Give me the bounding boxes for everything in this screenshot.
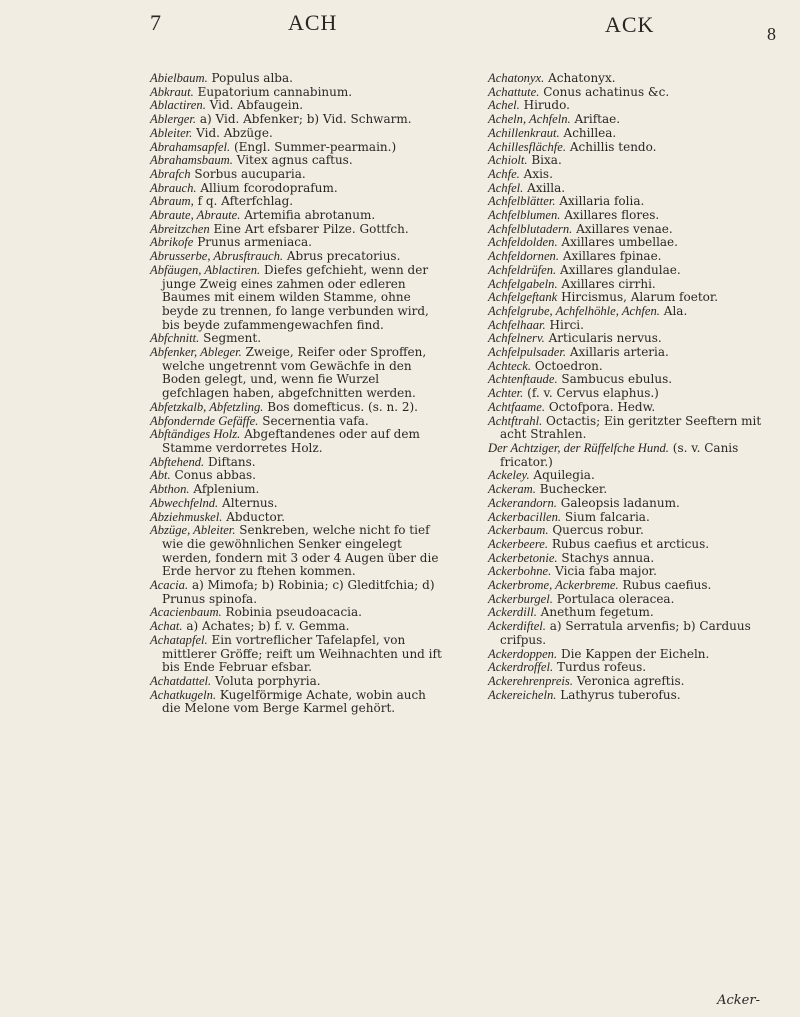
entry-headword: Ackerbrome, Ackerbreme. — [488, 578, 619, 593]
entry-headword: Achteck. — [488, 358, 531, 373]
dictionary-entry — [150, 675, 447, 689]
dictionary-entry — [150, 483, 447, 497]
entry-definition: Vid. Abfaugein. — [209, 98, 304, 113]
entry-definition: Axilla. — [527, 180, 566, 195]
entry-definition: Quercus robur. — [552, 523, 644, 538]
entry-headword: Achillesflächfe. — [488, 139, 566, 154]
entry-definition: Anethum fegetum. — [540, 605, 654, 620]
dictionary-entry — [488, 538, 778, 552]
dictionary-entry — [150, 195, 447, 209]
entry-definition: Axillaris arteria. — [569, 345, 669, 360]
entry-headword: Achiolt. — [488, 153, 528, 168]
entry-headword: Acacienbaum. — [150, 605, 222, 620]
dictionary-entry — [488, 209, 778, 223]
dictionary-entry — [488, 72, 778, 86]
dictionary-entry — [150, 401, 447, 415]
entry-headword: Achat. — [150, 619, 183, 634]
entry-headword: Abreitzchen — [150, 221, 210, 236]
entry-headword: Achel. — [488, 98, 520, 113]
entry-definition: Galeopsis ladanum. — [560, 495, 680, 510]
dictionary-entry — [488, 168, 778, 182]
entry-headword: Achattute. — [488, 84, 540, 99]
dictionary-entry — [150, 72, 447, 86]
entry-headword: Achfelpulsader. — [488, 345, 566, 360]
entry-definition: (s. v. Canis fricator.) — [500, 440, 739, 469]
entry-headword: Achatapfel. — [150, 632, 208, 647]
dictionary-entry — [150, 428, 447, 455]
entry-definition: Kugelförmige Achate, wobin auch die Melone vom Berge Karmel gehört. — [162, 687, 426, 716]
entry-headword: Ackerdoppen. — [488, 646, 558, 661]
dictionary-entry — [488, 442, 778, 469]
entry-definition: Lathyrus tuberofus. — [560, 687, 681, 702]
dictionary-entry — [488, 552, 778, 566]
dictionary-entry — [150, 332, 447, 346]
entry-headword: Ackerdroffel. — [488, 660, 554, 675]
dictionary-entry — [488, 195, 778, 209]
entry-definition: Ala. — [663, 303, 688, 318]
entry-headword: Abfetzkalb, Abfetzling. — [150, 399, 264, 414]
entry-headword: Achfe. — [488, 166, 520, 181]
entry-definition: Bos domefticus. (s. n. 2). — [267, 399, 418, 414]
entry-definition: Rubus caefius. — [622, 578, 712, 593]
entry-definition: Axillares venae. — [576, 221, 673, 236]
entry-definition: Vicia faba major. — [555, 564, 657, 579]
entry-definition: Robinia pseudoacacia. — [225, 605, 362, 620]
entry-headword: Abraute, Abraute. — [150, 208, 241, 223]
entry-headword: Der Achtziger, der Rüffelfche Hund. — [488, 440, 669, 455]
dictionary-entry — [488, 236, 778, 250]
entry-definition: Ein vortreflicher Tafelapfel, von mittlerer Gröffe; reift um Weihnachten und ift bis Ende Februar efsbar. — [162, 632, 442, 675]
dictionary-entry — [488, 387, 778, 401]
dictionary-entry — [488, 346, 778, 360]
entry-definition: Veronica agreftis. — [576, 673, 685, 688]
entry-headword: Ackerbeere. — [488, 536, 549, 551]
entry-headword: Ackerbetonie. — [488, 550, 558, 565]
entry-definition: Conus abbas. — [174, 468, 256, 483]
page-header — [0, 10, 800, 50]
entry-headword: Abfenker, Ableger. — [150, 345, 242, 360]
entry-headword: Achfelblumen. — [488, 208, 561, 223]
entry-definition: Axillares umbellae. — [561, 235, 678, 250]
dictionary-entry — [488, 127, 778, 141]
entry-headword: Ablerger. — [150, 112, 197, 127]
entry-definition: Vid. Abzüge. — [196, 125, 273, 140]
entry-headword: Ackerbaum. — [488, 523, 549, 538]
dictionary-entry — [150, 141, 447, 155]
entry-headword: Ackerburgel. — [488, 591, 553, 606]
entry-definition: Buchecker. — [539, 482, 608, 497]
dictionary-entry — [488, 675, 778, 689]
dictionary-entry — [488, 524, 778, 538]
dictionary-entry — [488, 264, 778, 278]
dictionary-entry — [488, 319, 778, 333]
entry-definition: Stachys annua. — [561, 550, 655, 565]
entry-definition: a) Mimofa; b) Robinia; c) Gleditfchia; d) Prunus spinofa. — [162, 578, 435, 606]
entry-headword: Ackereicheln. — [488, 687, 557, 702]
entry-definition: Octactis; Ein geritzter Seeftern mit acht Strahlen. — [500, 413, 762, 442]
dictionary-entry — [488, 250, 778, 264]
entry-headword: Achfeldrüfen. — [488, 262, 557, 277]
dictionary-entry — [150, 620, 447, 634]
entry-definition: Turdus rofeus. — [557, 660, 647, 675]
dictionary-entry — [150, 154, 447, 168]
dictionary-entry — [488, 661, 778, 675]
entry-headword: Achtfaame. — [488, 399, 546, 414]
dictionary-entry — [150, 606, 447, 620]
entry-definition: Secernentia vafa. — [262, 413, 369, 428]
dictionary-entry — [150, 250, 447, 264]
entry-headword: Abfchnitt. — [150, 331, 200, 346]
entry-headword: Abfäugen, Ablactiren. — [150, 262, 261, 277]
entry-headword: Abrahamsbaum. — [150, 153, 233, 168]
entry-headword: Achfelblutadern. — [488, 221, 573, 236]
dictionary-entry — [150, 168, 447, 182]
entry-definition: Bixa. — [531, 153, 562, 168]
entry-definition: Axillares flores. — [564, 208, 660, 223]
entry-headword: Ableiter. — [150, 125, 193, 140]
left-column — [150, 72, 447, 716]
entry-definition: Axis. — [523, 166, 553, 181]
entry-headword: Achatdattel. — [150, 673, 212, 688]
entry-definition: Artemifia abrotanum. — [244, 208, 376, 223]
entry-definition: f q. Afterfchlag. — [197, 194, 294, 209]
entry-headword: Abraum, — [150, 194, 194, 209]
entry-definition: Eupatorium cannabinum. — [197, 84, 353, 99]
entry-headword: Achillenkraut. — [488, 125, 560, 140]
dictionary-entry — [488, 565, 778, 579]
entry-definition: a) Serratula arvenfis; b) Carduus crifpus. — [500, 619, 751, 647]
entry-definition: Articularis nervus. — [548, 331, 662, 346]
entry-headword: Abrikofe — [150, 235, 194, 250]
dictionary-entry — [150, 511, 447, 525]
dictionary-entry — [488, 99, 778, 113]
entry-definition: Diefes gefchieht, wenn der junge Zweig eines zahmen oder edleren Baumes mit einem wilden Stamme, ohne beyde zu trennen, fo lange verbunden wird, bis beyde zufammengewachfen find. — [162, 262, 429, 332]
entry-definition: Zweige, Reifer oder Sproffen, welche ungetrennt vom Gewächfe in den Boden gelegt, und, wenn fie Wurzel gefchlagen haben, abgefchnitten werden. — [162, 345, 427, 401]
entry-definition: a) Achates; b) f. v. Gemma. — [186, 619, 350, 634]
entry-headword: Achfelblätter. — [488, 194, 556, 209]
entry-definition: Voluta porphyria. — [215, 673, 321, 688]
dictionary-entry — [488, 606, 778, 620]
entry-definition: Alternus. — [222, 495, 278, 510]
entry-definition: Die Kappen der Eicheln. — [560, 646, 710, 661]
dictionary-entry — [150, 264, 447, 333]
entry-headword: Abrahamsapfel. — [150, 139, 231, 154]
entry-headword: Ackeram. — [488, 482, 536, 497]
dictionary-entry — [150, 99, 447, 113]
entry-headword: Achatkugeln. — [150, 687, 217, 702]
entry-definition: Abrus precatorius. — [286, 249, 401, 264]
entry-definition: Eine Art efsbarer Pilze. Gottfch. — [213, 221, 409, 236]
entry-headword: Abziehmuskel. — [150, 509, 223, 524]
dictionary-entry — [488, 305, 778, 319]
entry-headword: Ablactiren. — [150, 98, 206, 113]
entry-definition: Afplenium. — [193, 482, 260, 497]
dictionary-entry — [150, 113, 447, 127]
entry-definition: (Engl. Summer-pearmain.) — [233, 139, 397, 154]
dictionary-entry — [150, 182, 447, 196]
entry-headword: Abfondernde Gefäffe. — [150, 413, 259, 428]
entry-headword: Abzüge, Ableiter. — [150, 523, 236, 538]
entry-headword: Ackeley. — [488, 468, 530, 483]
dictionary-entry — [488, 278, 778, 292]
entry-headword: Abftehend. — [150, 454, 205, 469]
dictionary-entry — [488, 689, 778, 703]
dictionary-entry — [150, 236, 447, 250]
dictionary-entry — [488, 360, 778, 374]
entry-headword: Ackerdiftel. — [488, 619, 546, 634]
entry-definition: Sambucus ebulus. — [561, 372, 673, 387]
dictionary-entry — [150, 497, 447, 511]
entry-headword: Achfelgabeln. — [488, 276, 558, 291]
entry-headword: Achfelgeftank — [488, 290, 558, 305]
dictionary-entry — [488, 648, 778, 662]
entry-headword: Achter. — [488, 386, 524, 401]
entry-headword: Acheln, Achfeln. — [488, 112, 571, 127]
catchword: Acker- — [717, 993, 760, 1008]
entry-definition: Axillares fpinae. — [562, 249, 662, 264]
entry-headword: Abwechfelnd. — [150, 495, 219, 510]
entry-headword: Ackerehrenpreis. — [488, 673, 573, 688]
entry-definition: Abgeftandenes oder auf dem Stamme verdorretes Holz. — [162, 427, 420, 455]
entry-definition: a) Vid. Abfenker; b) Vid. Schwarm. — [199, 112, 412, 127]
dictionary-entry — [488, 332, 778, 346]
entry-definition: Achatonyx. — [548, 71, 616, 85]
entry-headword: Abrusserbe, Abrusftrauch. — [150, 249, 284, 264]
dictionary-entry — [488, 223, 778, 237]
entry-headword: Acacia. — [150, 578, 189, 593]
dictionary-entry — [488, 154, 778, 168]
entry-definition: Diftans. — [208, 454, 256, 469]
dictionary-entry — [150, 469, 447, 483]
dictionary-entry — [150, 579, 447, 606]
entry-definition: Achillis tendo. — [569, 139, 657, 154]
dictionary-entry — [488, 373, 778, 387]
dictionary-entry — [488, 86, 778, 100]
entry-headword: Achatonyx. — [488, 71, 545, 85]
dictionary-entry — [488, 620, 778, 647]
entry-definition: Hirudo. — [523, 98, 570, 113]
entry-definition: Allium fcorodoprafum. — [200, 180, 338, 195]
entry-headword: Ackerbacillen. — [488, 509, 562, 524]
entry-definition: Abductor. — [226, 509, 285, 524]
entry-definition: Axillares cirrhi. — [561, 276, 656, 291]
dictionary-entry — [150, 209, 447, 223]
entry-headword: Achfelhaar. — [488, 317, 546, 332]
entry-definition: Octofpora. Hedw. — [548, 399, 656, 414]
entry-headword: Abftändiges Holz. — [150, 427, 241, 442]
dictionary-entry — [150, 346, 447, 401]
entry-definition: Senkreben, welche nicht fo tief wie die gewöhnlichen Senker eingelegt werden, fondern mit 3 oder 4 Augen über die Erde hervor zu ftehen kommen. — [162, 523, 439, 579]
entry-headword: Ackerbohne. — [488, 564, 552, 579]
dictionary-entry — [488, 291, 778, 305]
entry-definition: Segment. — [203, 331, 262, 346]
entry-headword: Achtftrahl. — [488, 413, 543, 428]
right-column — [488, 72, 778, 702]
entry-definition: Prunus armeniaca. — [197, 235, 312, 250]
dictionary-entry — [150, 86, 447, 100]
dictionary-entry — [150, 127, 447, 141]
entry-headword: Abrafch — [150, 166, 191, 181]
entry-headword: Abkraut. — [150, 84, 194, 99]
running-head-left: ACH — [288, 10, 338, 35]
dictionary-entry — [488, 401, 778, 415]
entry-headword: Abt. — [150, 468, 171, 483]
entry-headword: Abthon. — [150, 482, 190, 497]
page-number-right: 8 — [767, 24, 776, 44]
entry-definition: Axillaria folia. — [559, 194, 645, 209]
entry-definition: Vitex agnus caftus. — [236, 153, 353, 168]
dictionary-entry — [488, 415, 778, 442]
dictionary-entry — [488, 511, 778, 525]
entry-headword: Ackerandorn. — [488, 495, 557, 510]
entry-definition: Portulaca oleracea. — [556, 591, 675, 606]
dictionary-entry — [150, 689, 447, 716]
dictionary-entry — [488, 497, 778, 511]
dictionary-entry — [488, 593, 778, 607]
entry-definition: Hircismus, Alarum foetor. — [561, 290, 719, 305]
entry-definition: Axillares glandulae. — [560, 262, 681, 277]
entry-headword: Abrauch. — [150, 180, 197, 195]
entry-headword: Achfeldornen. — [488, 249, 559, 264]
entry-headword: Achfeldolden. — [488, 235, 558, 250]
entry-definition: Sium falcaria. — [564, 509, 650, 524]
entry-definition: Achillea. — [563, 125, 617, 140]
entry-headword: Achfelgrube, Achfelhöhle, Achfen. — [488, 303, 660, 318]
dictionary-entry — [488, 579, 778, 593]
dictionary-entry — [488, 182, 778, 196]
entry-headword: Ackerdill. — [488, 605, 537, 620]
entry-definition: Sorbus aucuparia. — [194, 166, 306, 181]
entry-headword: Achtenftaude. — [488, 372, 558, 387]
dictionary-entry — [488, 141, 778, 155]
dictionary-entry — [150, 223, 447, 237]
entry-headword: Achfel. — [488, 180, 524, 195]
dictionary-entry — [150, 634, 447, 675]
dictionary-entry — [488, 113, 778, 127]
entry-definition: Hirci. — [549, 317, 584, 332]
page-number-left: 7 — [150, 10, 161, 35]
running-head-right: ACK — [605, 12, 655, 37]
entry-definition: Aquilegia. — [533, 468, 595, 483]
dictionary-entry — [488, 469, 778, 483]
dictionary-entry — [150, 524, 447, 579]
entry-definition: Populus alba. — [211, 71, 293, 85]
entry-definition: Rubus caefius et arcticus. — [551, 536, 710, 551]
dictionary-entry — [150, 415, 447, 429]
entry-definition: (f. v. Cervus elaphus.) — [527, 386, 659, 401]
entry-headword: Abielbaum. — [150, 71, 208, 85]
entry-definition: Ariftae. — [574, 112, 621, 127]
entry-headword: Achfelnerv. — [488, 331, 545, 346]
dictionary-entry — [150, 456, 447, 470]
entry-definition: Conus achatinus &c. — [543, 84, 670, 99]
entry-definition: Octoedron. — [534, 358, 603, 373]
dictionary-entry — [488, 483, 778, 497]
